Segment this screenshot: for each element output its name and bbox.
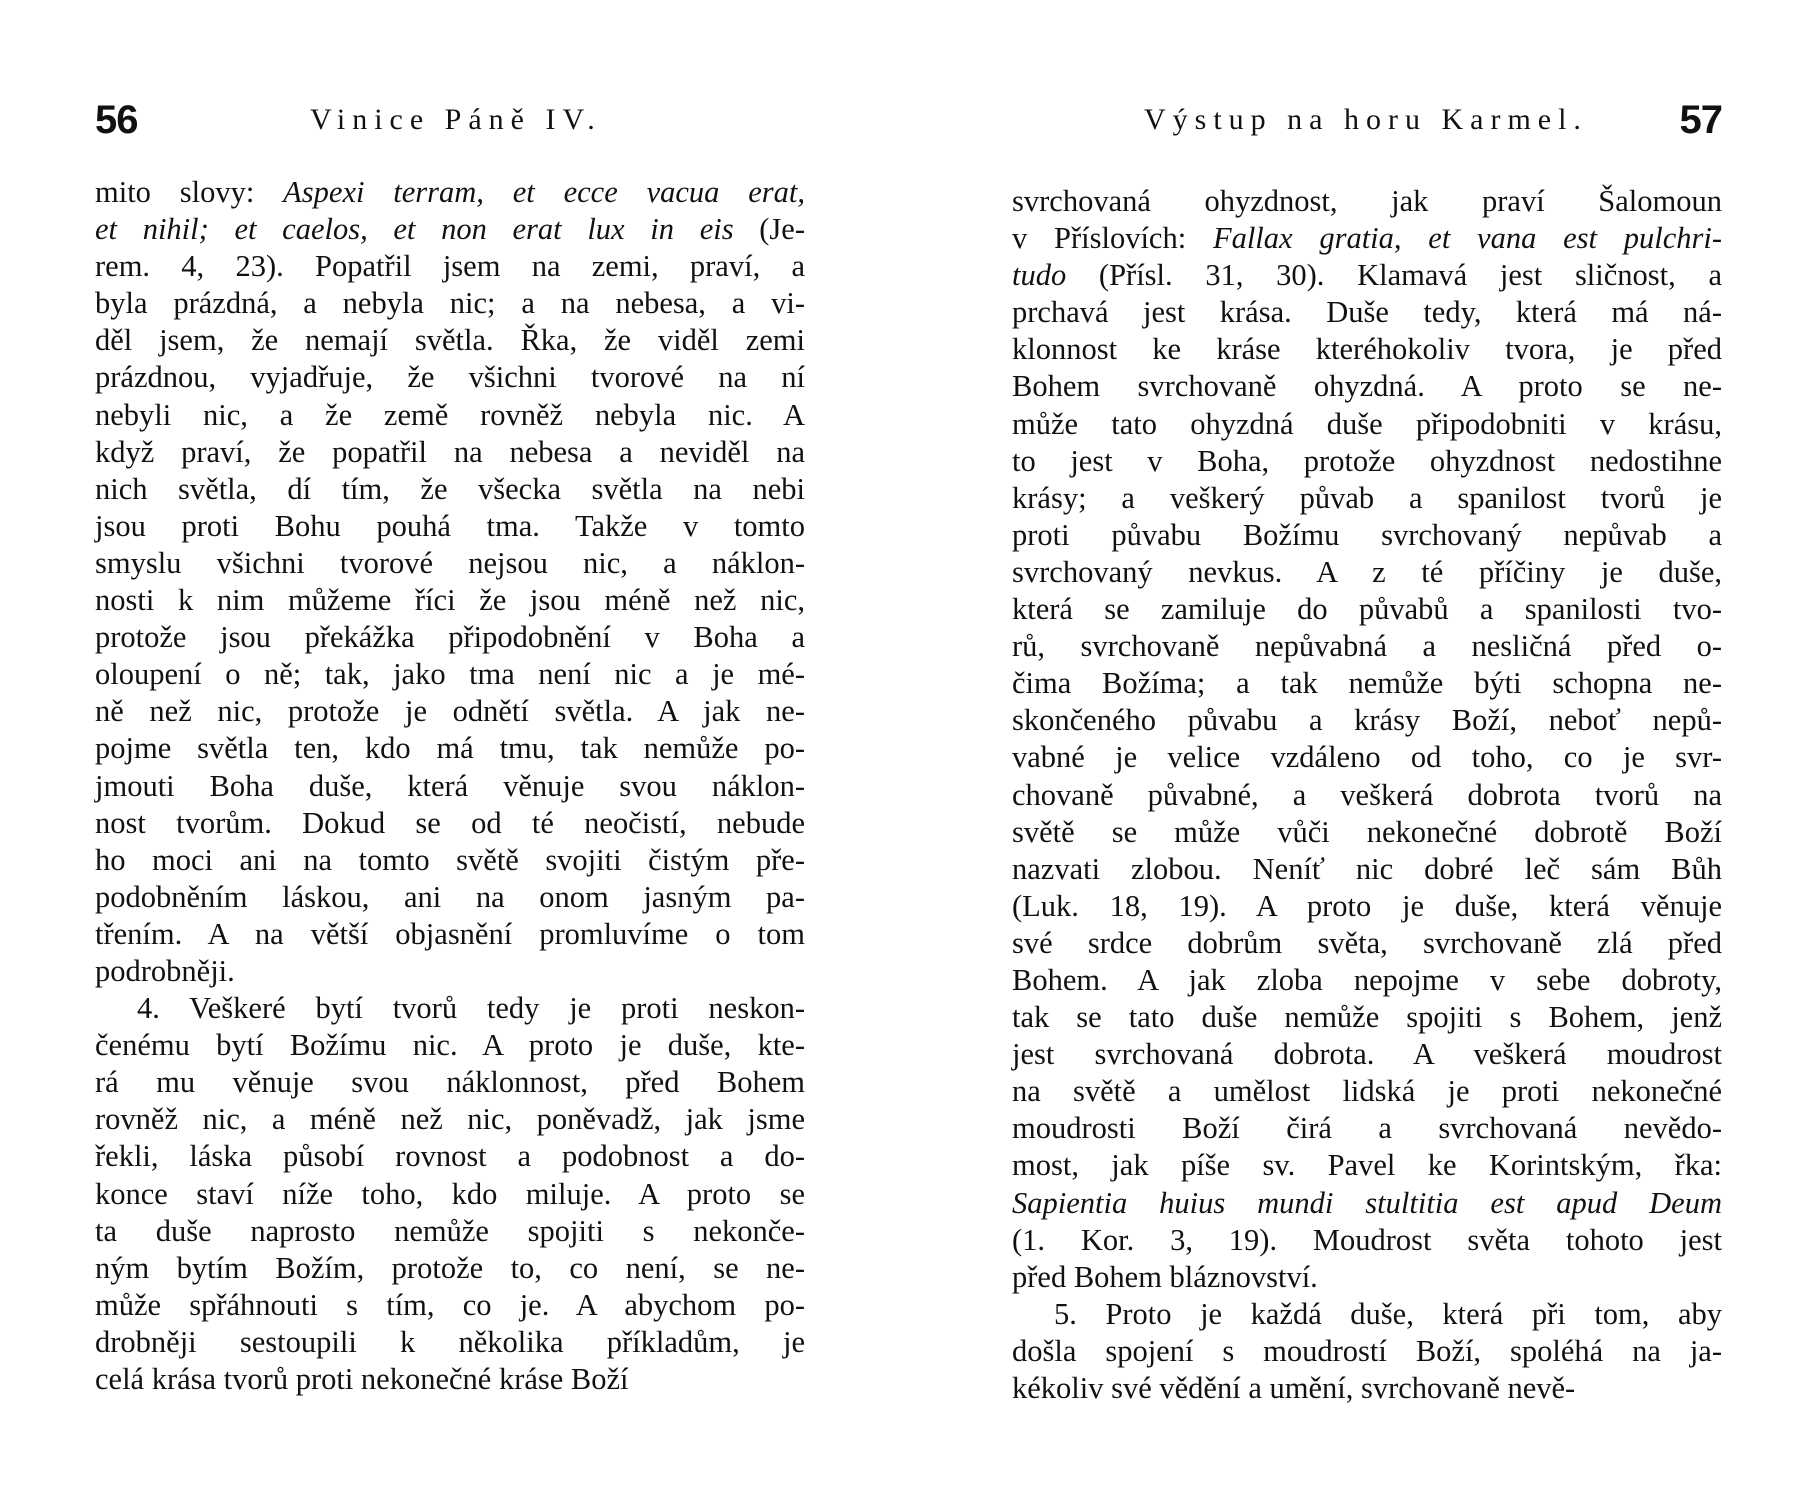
text-line: před Bohem bláznovství. [1012, 1259, 1318, 1294]
text-line: nosti k nim můžeme říci že jsou méně než nic, [95, 583, 805, 618]
text-line: tudo (Přísl. 31, 30). Klamavá jest sličnost, a [1012, 258, 1722, 293]
text-line: to jest v Boha, protože ohyzdnost nedostihne [1012, 443, 1722, 478]
text-line: třením. A na větší objasnění promluvíme o tom [95, 916, 805, 951]
text-line: oloupení o ně; tak, jako tma není nic a je mé- [95, 657, 805, 692]
right-page-number: 57 [1679, 98, 1722, 142]
text-line: nich světla, dí tím, že všecka světla na nebi [95, 471, 805, 506]
text-line: rá mu věnuje svou náklonnost, před Bohem [95, 1065, 805, 1100]
text-line: tak se tato duše nemůže spojiti s Bohem, jenž [1012, 1000, 1722, 1035]
text-line: nazvati zlobou. Neníť nic dobré leč sám Bůh [1012, 851, 1722, 886]
text-line: světě se může vůči nekonečné dobrotě Boží [1012, 814, 1722, 849]
text-line: protože jsou překážka připodobnění v Boha a [95, 620, 805, 655]
text-line: proti půvabu Božímu svrchovaný nepůvab a [1012, 517, 1722, 552]
right-page-text [1012, 183, 1722, 1407]
text-line: nost tvorům. Dokud se od té neočistí, nebude [95, 805, 805, 840]
left-page-header [95, 95, 805, 145]
text-line: došla spojení s moudrostí Boží, spoléhá na ja- [1012, 1333, 1722, 1368]
text-line: děl jsem, že nemají světla. Řka, že viděl zemi [95, 323, 805, 358]
text-line: svrchovaná ohyzdnost, jak praví Šalomoun [1012, 184, 1722, 218]
text-line: 4. Veškeré bytí tvorů tedy je proti neskon- [137, 991, 805, 1026]
left-page [95, 0, 805, 1500]
text-line: moudrosti Boží čirá a svrchovaná nevědo- [1012, 1111, 1722, 1146]
text-line: konce staví níže toho, kdo miluje. A proto se [95, 1176, 805, 1211]
text-line: (1. Kor. 3, 19). Moudrost světa tohoto jest [1012, 1222, 1722, 1257]
text-line: drobněji sestoupili k několika příkladům, je [95, 1324, 805, 1359]
text-line: prchavá jest krása. Duše tedy, která má ná- [1012, 295, 1722, 330]
left-page-number: 56 [95, 98, 138, 142]
text-line: (Luk. 18, 19). A proto je duše, která věnuje [1012, 888, 1722, 923]
text-line: ho moci ani na tomto světě svojiti čistým pře- [95, 842, 805, 877]
text-line: Bohem. A jak zloba nepojme v sebe dobroty, [1012, 962, 1722, 997]
text-line: podobněním láskou, ani na onom jasným pa- [95, 879, 805, 914]
right-running-title: Výstup na horu Karmel. [1144, 103, 1588, 136]
text-line: v Příslovích: Fallax gratia, et vana est pulchri- [1012, 221, 1723, 256]
text-line: pojme světla ten, kdo má tmu, tak nemůže po- [95, 731, 805, 766]
text-line: ně než nic, protože je odnětí světla. A jak ne- [95, 694, 805, 729]
text-line: která se zamiluje do půvabů a spanilosti tvo- [1012, 592, 1722, 627]
text-line: svrchovaný nevkus. A z té příčiny je duše, [1012, 554, 1722, 589]
text-line: prázdnou, vyjadřuje, že všichni tvorové na ní [95, 360, 805, 395]
text-line: vabné je velice vzdáleno od toho, co je svr- [1012, 740, 1722, 775]
text-line: může tato ohyzdná duše připodobniti v krásu, [1012, 406, 1722, 441]
text-line: čenému bytí Božímu nic. A proto je duše, kte- [95, 1028, 805, 1063]
text-line: ným bytím Božím, protože to, co není, se ne- [95, 1250, 805, 1285]
text-line: ta duše naprosto nemůže spojiti s nekonče- [95, 1213, 805, 1248]
right-page [1012, 0, 1722, 1500]
text-line: když praví, že popatřil na nebesa a neviděl na [95, 434, 805, 469]
text-line: řekli, láska působí rovnost a podobnost a do- [95, 1139, 805, 1174]
text-line: rů, svrchovaně nepůvabná a nesličná před o- [1012, 629, 1722, 664]
text-line: klonnost ke kráse kteréhokoliv tvora, je před [1012, 332, 1722, 367]
text-line: rovněž nic, a méně než nic, poněvadž, jak jsme [95, 1102, 805, 1137]
text-line: krásy; a veškerý půvab a spanilost tvorů je [1012, 480, 1722, 515]
left-page-text [95, 174, 805, 1398]
right-page-header [1012, 95, 1722, 145]
text-line: může spřáhnouti s tím, co je. A abychom po- [95, 1287, 805, 1322]
text-line: chovaně půvabné, a veškerá dobrota tvorů na [1012, 777, 1722, 812]
text-line: jsou proti Bohu pouhá tma. Takže v tomto [95, 508, 805, 543]
text-line: čima Božíma; a tak nemůže býti schopna ne- [1012, 666, 1722, 701]
text-line: podrobněji. [95, 953, 235, 988]
text-line: nebyli nic, a že země rovněž nebyla nic. A [95, 397, 805, 432]
text-line: most, jak píše sv. Pavel ke Korintským, řka: [1012, 1148, 1722, 1183]
text-line: jest svrchovaná dobrota. A veškerá moudrost [1012, 1037, 1722, 1072]
text-line: 5. Proto je každá duše, která při tom, aby [1054, 1296, 1722, 1331]
text-line: celá krása tvorů proti nekonečné kráse Boží [95, 1362, 629, 1396]
text-line: rem. 4, 23). Popatřil jsem na zemi, praví, a [95, 249, 805, 284]
text-line: skončeného půvabu a krásy Boží, neboť nepů- [1012, 703, 1722, 738]
text-line: Sapientia huius mundi stultitia est apud Deum [1012, 1185, 1722, 1220]
text-line: kékoliv své vědění a umění, svrchovaně nevě- [1012, 1371, 1576, 1405]
text-line: smyslu všichni tvorové nejsou nic, a náklon- [95, 545, 805, 580]
text-line: mito slovy: Aspexi terram, et ecce vacua erat, [95, 175, 805, 209]
text-line: na světě a umělost lidská je proti nekonečné [1012, 1074, 1722, 1109]
text-line: Bohem svrchovaně ohyzdná. A proto se ne- [1012, 369, 1722, 404]
text-line: jmouti Boha duše, která věnuje svou náklon- [95, 768, 805, 803]
left-running-title: Vinice Páně IV. [310, 103, 602, 136]
text-line: své srdce dobrům světa, svrchovaně zlá před [1012, 925, 1722, 960]
text-line: et nihil; et caelos, et non erat lux in eis (Je- [95, 212, 805, 247]
text-line: byla prázdná, a nebyla nic; a na nebesa, a vi- [95, 286, 805, 321]
